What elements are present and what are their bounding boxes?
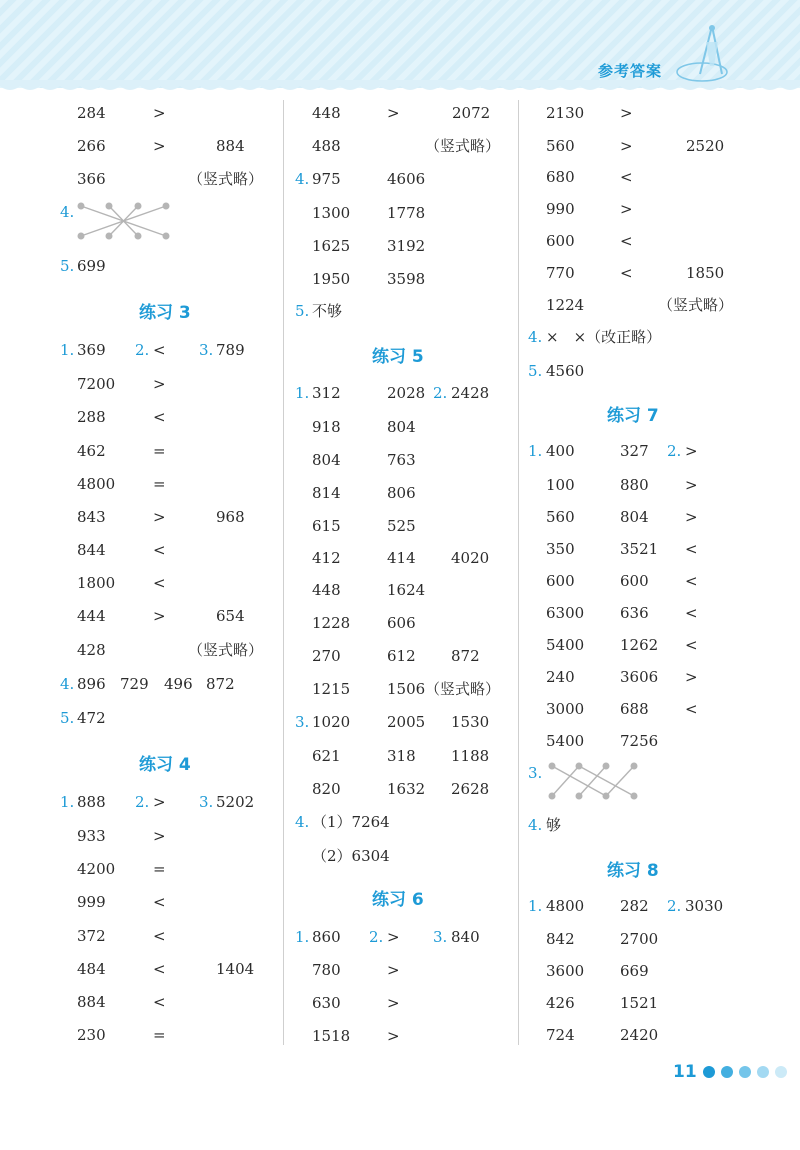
answer-value: 288 xyxy=(77,408,106,426)
answer-value: 1624 xyxy=(387,581,426,599)
answer-value: 2428 xyxy=(451,384,490,402)
answer-value: 933 xyxy=(77,827,106,845)
answer-value: < xyxy=(153,893,166,911)
section-title-4: 练习 4 xyxy=(139,755,191,775)
answer-value: 844 xyxy=(77,541,106,559)
answer-value: > xyxy=(387,994,400,1012)
answer-value: 不够 xyxy=(312,302,343,320)
answer-value: 1530 xyxy=(451,713,490,731)
answer-value: > xyxy=(153,607,166,625)
answer-value: 999 xyxy=(77,893,106,911)
answer-value: （2）6304 xyxy=(312,847,390,865)
question-number: 1. xyxy=(295,384,310,402)
answer-value: 400 xyxy=(546,442,575,460)
answer-value: 2520 xyxy=(686,137,725,155)
question-number: 1. xyxy=(295,928,310,946)
answer-value: 448 xyxy=(312,104,341,122)
answer-value: 412 xyxy=(312,549,341,567)
answer-value: 763 xyxy=(387,451,416,469)
answer-value: 814 xyxy=(312,484,341,502)
answer-value: （1）7264 xyxy=(312,813,390,831)
question-number: 3. xyxy=(528,764,543,782)
answer-value: 414 xyxy=(387,549,416,567)
question-number: 4. xyxy=(60,203,75,221)
answer-value: 804 xyxy=(620,508,649,526)
answer-value: 669 xyxy=(620,962,649,980)
answer-value: 4606 xyxy=(387,170,426,188)
answer-value: 4800 xyxy=(77,475,116,493)
answer-value: 560 xyxy=(546,137,575,155)
answer-value: = xyxy=(153,860,166,878)
answer-value: < xyxy=(620,264,633,282)
answer-value: 1224 xyxy=(546,296,585,314)
answer-value: （竖式略） xyxy=(188,641,264,659)
answer-value: 888 xyxy=(77,793,106,811)
answer-value: > xyxy=(685,442,698,460)
question-number: 1. xyxy=(60,341,75,359)
answer-value: < xyxy=(153,993,166,1011)
answer-value: 7200 xyxy=(77,375,116,393)
answer-value: 880 xyxy=(620,476,649,494)
answer-value: 5400 xyxy=(546,732,585,750)
answer-value: （竖式略） xyxy=(425,680,501,698)
answer-value: 621 xyxy=(312,747,341,765)
answer-value: 843 xyxy=(77,508,106,526)
answer-value: < xyxy=(685,540,698,558)
answer-value: 2072 xyxy=(452,104,491,122)
answer-value: 327 xyxy=(620,442,649,460)
answer-value: 975 xyxy=(312,170,341,188)
question-number: 4. xyxy=(60,675,75,693)
question-number: 1. xyxy=(528,897,543,915)
answer-value: 612 xyxy=(387,647,416,665)
answer-value: 600 xyxy=(546,232,575,250)
answer-value: 3192 xyxy=(387,237,426,255)
compass-ruler-icon xyxy=(676,22,736,84)
answer-value: 6300 xyxy=(546,604,585,622)
section-title-8: 练习 8 xyxy=(607,861,659,881)
question-number: 2. xyxy=(369,928,384,946)
question-number: 4. xyxy=(295,170,310,188)
question-number: 3. xyxy=(433,928,448,946)
section-title-3: 练习 3 xyxy=(139,303,191,323)
answer-value: 884 xyxy=(216,137,245,155)
answer-value: （竖式略） xyxy=(658,296,734,314)
answer-value: 990 xyxy=(546,200,575,218)
answer-value: 448 xyxy=(312,581,341,599)
answer-value: 1950 xyxy=(312,270,351,288)
answer-value: 968 xyxy=(216,508,245,526)
answer-value: 2028 xyxy=(387,384,426,402)
answer-value: （竖式略） xyxy=(425,137,501,155)
answer-value: > xyxy=(153,104,166,122)
answer-value: < xyxy=(620,168,633,186)
answer-value: 5400 xyxy=(546,636,585,654)
question-number: 5. xyxy=(295,302,310,320)
question-number: 3. xyxy=(199,341,214,359)
answer-value: < xyxy=(153,541,166,559)
answer-value: 488 xyxy=(312,137,341,155)
answer-value: 770 xyxy=(546,264,575,282)
answer-value: 7256 xyxy=(620,732,659,750)
answer-value: 525 xyxy=(387,517,416,535)
answer-value: > xyxy=(387,104,400,122)
answer-value: 804 xyxy=(387,418,416,436)
question-number: 1. xyxy=(60,793,75,811)
answer-value: 680 xyxy=(546,168,575,186)
section-title-5: 练习 5 xyxy=(372,347,424,367)
answer-value: 312 xyxy=(312,384,341,402)
answer-value: > xyxy=(620,200,633,218)
answer-value: 428 xyxy=(77,641,106,659)
answer-value: = xyxy=(153,1026,166,1044)
answer-value: < xyxy=(620,232,633,250)
answer-value: 789 xyxy=(216,341,245,359)
answer-value: > xyxy=(153,793,166,811)
answer-value: 2130 xyxy=(546,104,585,122)
answer-value: 1625 xyxy=(312,237,351,255)
answer-value: 872 xyxy=(451,647,480,665)
answer-value: 100 xyxy=(546,476,575,494)
answer-value: （竖式略） xyxy=(188,170,264,188)
answer-value: 918 xyxy=(312,418,341,436)
answer-value: 872 xyxy=(206,675,235,693)
answer-value: > xyxy=(153,508,166,526)
answer-value: < xyxy=(153,574,166,592)
question-number: 1. xyxy=(528,442,543,460)
answer-value: 820 xyxy=(312,780,341,798)
answer-value: × ×（改正略） xyxy=(546,328,662,346)
answer-value: 560 xyxy=(546,508,575,526)
question-number: 2. xyxy=(667,897,682,915)
answer-value: 472 xyxy=(77,709,106,727)
answer-value: 5202 xyxy=(216,793,255,811)
answer-value: 350 xyxy=(546,540,575,558)
answer-value: 230 xyxy=(77,1026,106,1044)
answer-value: 484 xyxy=(77,960,106,978)
answer-value: > xyxy=(387,1027,400,1045)
answer-value: 1228 xyxy=(312,614,351,632)
answer-value: 372 xyxy=(77,927,106,945)
answer-value: 266 xyxy=(77,137,106,155)
answer-value: 3598 xyxy=(387,270,426,288)
question-number: 5. xyxy=(60,709,75,727)
answer-value: > xyxy=(153,827,166,845)
answer-value: 3600 xyxy=(546,962,585,980)
answer-value: 1521 xyxy=(620,994,659,1012)
answer-value: 3521 xyxy=(620,540,659,558)
answer-value: < xyxy=(153,341,166,359)
answer-value: 1800 xyxy=(77,574,116,592)
answer-value: 688 xyxy=(620,700,649,718)
answer-value: < xyxy=(685,700,698,718)
matching-lines-diagram xyxy=(544,758,644,804)
question-number: 4. xyxy=(295,813,310,831)
answer-value: < xyxy=(153,927,166,945)
answer-value: 860 xyxy=(312,928,341,946)
answer-value: 3606 xyxy=(620,668,659,686)
answer-value: 282 xyxy=(620,897,649,915)
section-title-6: 练习 6 xyxy=(372,890,424,910)
answer-value: > xyxy=(620,104,633,122)
answer-value: 606 xyxy=(387,614,416,632)
answer-value: 2005 xyxy=(387,713,426,731)
answer-value: 806 xyxy=(387,484,416,502)
answer-value: 1188 xyxy=(451,747,490,765)
page-number: 11 xyxy=(673,1062,697,1082)
answer-value: < xyxy=(153,960,166,978)
answer-value: 3030 xyxy=(685,897,724,915)
answer-value: 2420 xyxy=(620,1026,659,1044)
answer-value: < xyxy=(685,636,698,654)
answer-value: 够 xyxy=(546,816,562,834)
answer-value: 636 xyxy=(620,604,649,622)
answer-value: 444 xyxy=(77,607,106,625)
answer-value: = xyxy=(153,475,166,493)
answer-value: > xyxy=(153,375,166,393)
question-number: 2. xyxy=(433,384,448,402)
answer-value: 699 xyxy=(77,257,106,275)
answer-value: < xyxy=(153,408,166,426)
answer-value: 4560 xyxy=(546,362,585,380)
answer-value: 4020 xyxy=(451,549,490,567)
answer-value: 615 xyxy=(312,517,341,535)
header-title: 参考答案 xyxy=(598,62,663,80)
answer-value: 4800 xyxy=(546,897,585,915)
answer-value: > xyxy=(620,137,633,155)
answer-value: 496 xyxy=(164,675,193,693)
answer-value: 369 xyxy=(77,341,106,359)
page-dots-decoration xyxy=(702,1064,798,1080)
answer-value: 1778 xyxy=(387,204,426,222)
answer-value: 884 xyxy=(77,993,106,1011)
answer-value: 2628 xyxy=(451,780,490,798)
answer-value: 318 xyxy=(387,747,416,765)
answer-value: > xyxy=(387,928,400,946)
answer-value: 630 xyxy=(312,994,341,1012)
matching-lines-diagram xyxy=(76,198,176,242)
answer-value: 270 xyxy=(312,647,341,665)
answer-value: 780 xyxy=(312,961,341,979)
answer-value: > xyxy=(387,961,400,979)
answer-value: 1850 xyxy=(686,264,725,282)
answer-value: 1020 xyxy=(312,713,351,731)
answer-value: 842 xyxy=(546,930,575,948)
question-number: 3. xyxy=(199,793,214,811)
answer-value: 729 xyxy=(120,675,149,693)
question-number: 2. xyxy=(135,341,150,359)
question-number: 3. xyxy=(295,713,310,731)
answer-value: > xyxy=(153,137,166,155)
answer-value: 462 xyxy=(77,442,106,460)
answer-value: 600 xyxy=(620,572,649,590)
question-number: 4. xyxy=(528,328,543,346)
answer-value: 1632 xyxy=(387,780,426,798)
answer-value: > xyxy=(685,476,698,494)
answer-value: 4200 xyxy=(77,860,116,878)
column-divider-2 xyxy=(518,100,519,1045)
answer-value: 366 xyxy=(77,170,106,188)
answer-value: 284 xyxy=(77,104,106,122)
answer-value: 426 xyxy=(546,994,575,1012)
answer-value: = xyxy=(153,442,166,460)
answer-value: > xyxy=(685,508,698,526)
answer-value: 840 xyxy=(451,928,480,946)
answer-value: 2700 xyxy=(620,930,659,948)
section-title-7: 练习 7 xyxy=(607,406,659,426)
answer-value: 654 xyxy=(216,607,245,625)
answer-value: 724 xyxy=(546,1026,575,1044)
answer-value: 1262 xyxy=(620,636,659,654)
answer-value: 1300 xyxy=(312,204,351,222)
answer-value: 1215 xyxy=(312,680,351,698)
answer-value: 3000 xyxy=(546,700,585,718)
answer-value: 896 xyxy=(77,675,106,693)
answer-value: 1404 xyxy=(216,960,255,978)
answer-value: 804 xyxy=(312,451,341,469)
column-divider-1 xyxy=(283,100,284,1045)
answer-value: < xyxy=(685,572,698,590)
question-number: 5. xyxy=(60,257,75,275)
question-number: 5. xyxy=(528,362,543,380)
answer-value: 600 xyxy=(546,572,575,590)
answer-value: > xyxy=(685,668,698,686)
question-number: 2. xyxy=(135,793,150,811)
question-number: 4. xyxy=(528,816,543,834)
question-number: 2. xyxy=(667,442,682,460)
answer-value: < xyxy=(685,604,698,622)
answer-value: 240 xyxy=(546,668,575,686)
answer-value: 1506 xyxy=(387,680,426,698)
answer-value: 1518 xyxy=(312,1027,351,1045)
